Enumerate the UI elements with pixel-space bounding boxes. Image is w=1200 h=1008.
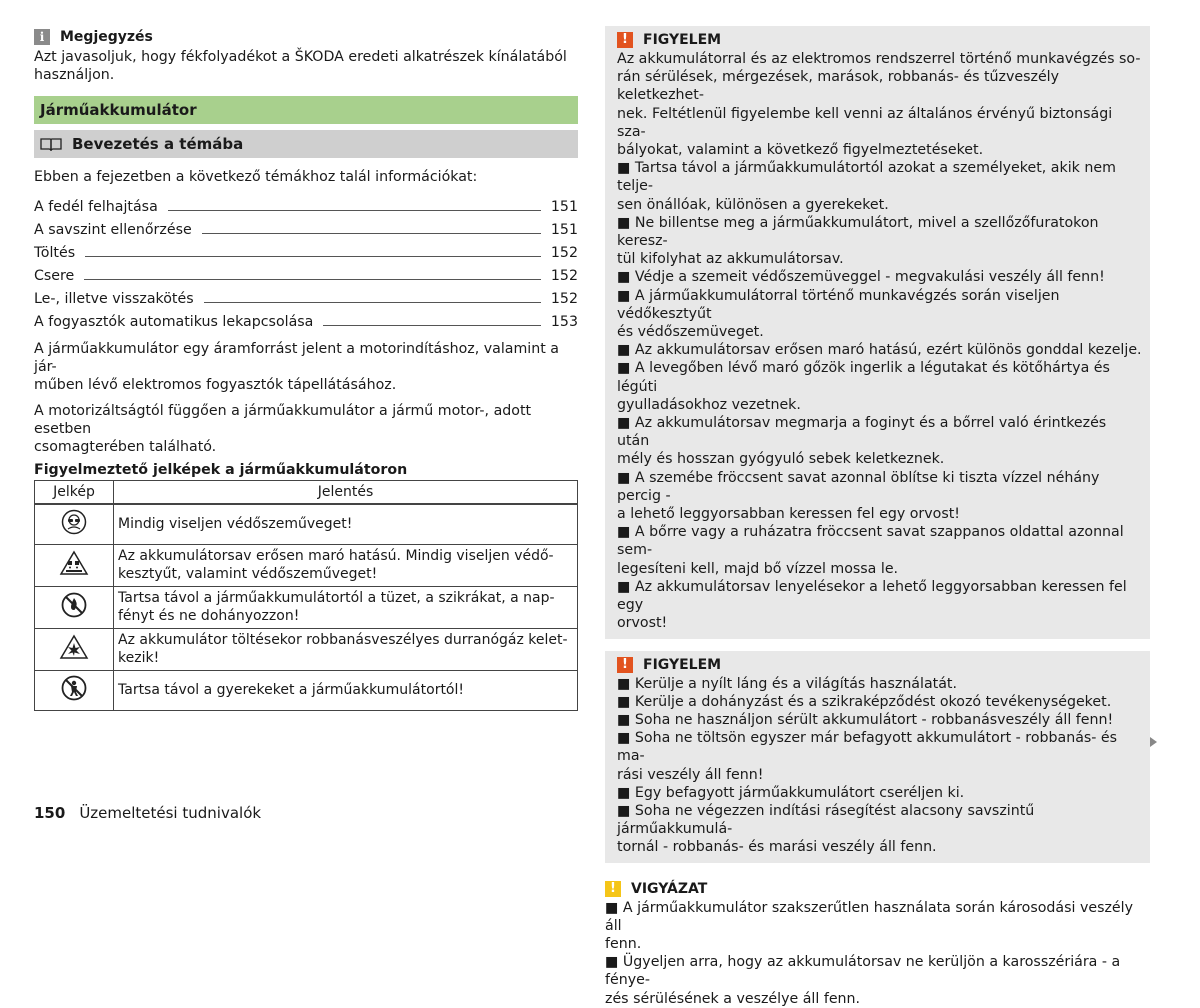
warning-line: a lehető leggyorsabban keressen fel egy orvost! [617,506,960,523]
page-footer [34,804,261,822]
caution-text [605,899,1150,1008]
note-text-line: használjon. [34,67,115,83]
note-header [34,26,578,48]
caution-line: ■ A járműakkumulátor szakszerűtlen használata során károsodási veszély áll [605,899,1133,934]
warning-line: ■ A járműakkumulátorral történő munkavégzés során viseljen védőkesztyűt [617,287,1060,322]
warning-line: ■ Az akkumulátorsav lenyelésekor a lehető leggyorsabban keressen fel egy [617,578,1127,614]
table-row [35,670,578,710]
toc-item[interactable] [34,238,578,261]
meaning-line: Mindig viseljen védőszeműveget! [118,516,353,533]
warning-box [605,26,1150,639]
warning-line: ■ Védje a szemeit védőszemüveggel - megvakulási veszély áll fenn! [617,269,1105,286]
warning-line: ■ A levegőben lévő maró gőzök ingerlik a légutakat és kötőhártya és légúti [617,360,1110,395]
paragraph-line: műben lévő elektromos fogyasztók tápellátásához. [34,377,397,393]
meaning-line: Tartsa távol a gyerekeket a járműakkumulátortól! [118,682,465,698]
table-row [35,628,578,670]
note-text-line: Azt javasoljuk, hogy fékfolyadékot a ŠKODA eredeti alkatrészek kínálatából [34,49,567,65]
toc-label: A fogyasztók automatikus lekapcsolása [34,314,314,330]
toc-item[interactable] [34,307,578,330]
warning-line: ■ Soha ne végezzen indítási rásegítést alacsony savszintű járműakkumulá- [617,802,1035,838]
warning-line: és védőszemüveget. [617,324,764,341]
caution-line: fenn. [605,935,642,952]
caution-line: zés sérülésének a veszélye áll fenn. [605,990,861,1007]
warning-line: rán sérülések, mérgezések, marások, robbanás- és tűzveszély keletkezhet- [617,69,1060,104]
paragraph-line: A motorizáltságtól függően a járműakkumulátor a jármű motor-, adott esetben [34,403,532,437]
toc-item[interactable] [34,215,578,238]
table-header-row [35,481,578,505]
warning-line: sen önállóak, különösen a gyerekeket. [617,196,889,213]
note-title: Megjegyzés [60,29,153,45]
warning-line: gyulladásokhoz vezetnek. [617,396,801,413]
warning-line: ■ Az akkumulátorsav erősen maró hatású, ezért különös gonddal kezelje. [617,342,1142,359]
eye-protection-icon [61,509,87,535]
table-title: Figyelmeztető jelképek a járműakkumulátoron [34,462,408,478]
toc-page: 151 [550,222,578,238]
toc-label: Csere [34,268,75,284]
left-column [34,26,578,711]
warning-line: ■ Az akkumulátorsav megmarja a foginyt és a bőrrel való érintkezés után [617,415,1107,450]
warning-line: orvost! [617,615,668,632]
meaning-line: fényt és ne dohányozzon! [118,608,300,624]
warning-line: legesíteni kell, majd bő vízzel mossa le. [617,560,899,577]
toc-label: Le-, illetve visszakötés [34,291,194,307]
warning-line: ■ Kerülje a nyílt láng és a világítás használatát. [617,675,957,692]
warning-line: ■ Ne billentse meg a járműakkumulátort, mivel a szellőzőfuratokon keresz- [617,214,1099,250]
toc-item[interactable] [34,261,578,284]
meaning-line: kezik! [118,650,160,666]
paragraph-line: A járműakkumulátor egy áramforrást jelent a motorindításhoz, valamint a jár- [34,341,559,375]
caution-title: VIGYÁZAT [631,880,708,897]
warning-line: tornál - robbanás- és marási veszély áll fenn. [617,839,937,856]
table-cell-icon [35,544,114,586]
toc-leader [168,210,541,211]
meaning-line: Tartsa távol a járműakkumulátortól a tüzet, a szikrákat, a nap- [118,590,555,606]
toc-page: 152 [550,268,578,284]
table-header: Jelkép [35,481,114,505]
warning-line: ■ Egy befagyott járműakkumulátort cseréljen ki. [617,784,965,801]
toc-page: 151 [550,199,578,215]
warning-line: bályokat, valamint a következő figyelmeztetéseket. [617,142,984,159]
toc-list [34,192,578,330]
table-header: Jelentés [114,481,578,505]
warning-icon: ! [617,657,633,673]
caution-icon: ! [605,881,621,897]
caution-line: ■ Ügyeljen arra, hogy az akkumulátorsav ne kerüljön a karosszériára - a fénye- [605,954,1121,989]
warning-box [605,651,1150,863]
warning-line: ■ Kerülje a dohányzást és a szikraképződést okozó tevékenységeket. [617,693,1112,710]
keep-children-away-icon [61,675,87,701]
table-row [35,544,578,586]
toc-page: 153 [550,314,578,330]
warning-header [617,655,1142,675]
book-icon [40,137,62,151]
table-cell-meaning [114,628,578,670]
toc-label: A savszint ellenőrzése [34,222,192,238]
chapter-title: Üzemeltetési tudnivalók [79,804,262,822]
warning-line: nek. Feltétlenül figyelembe kell venni az általános érvényű biztonsági sza- [617,105,1113,140]
intro-text: Ebben a fejezetben a következő témákhoz talál információkat: [34,169,478,185]
toc-leader [202,233,541,234]
explosion-icon [59,634,89,660]
toc-page: 152 [550,291,578,307]
meaning-line: kesztyűt, valamint védőszeműveget! [118,566,378,582]
table-cell-icon [35,628,114,670]
warning-title: FIGYELEM [643,656,722,673]
warning-line: tül kifolyhat az akkumulátorsav. [617,251,844,268]
warning-header [617,30,1142,50]
warning-line: rási veszély áll fenn! [617,766,764,783]
paragraph [34,340,578,394]
toc-label: A fedél felhajtása [34,199,158,215]
table-row [35,504,578,544]
table-cell-icon [35,670,114,710]
continue-arrow-icon [1150,737,1157,747]
meaning-line: Az akkumulátor töltésekor robbanásveszélyes durranógáz kelet- [118,632,568,648]
table-cell-icon [35,586,114,628]
table-cell-meaning [114,670,578,710]
info-icon: i [34,29,50,45]
paragraph-line: csomagterében található. [34,439,217,455]
toc-leader [85,256,541,257]
intro-title: Bevezetés a témába [72,135,244,153]
toc-leader [204,302,541,303]
warning-line: ■ Soha ne töltsön egyszer már befagyott akkumulátort - robbanás- és ma- [617,730,1118,765]
warning-text [617,675,1142,857]
warning-line: ■ Soha ne használjon sérült akkumulátort - robbanásveszély áll fenn! [617,711,1114,728]
caution-box [605,873,1150,1008]
warning-text [617,50,1142,633]
corrosive-icon [59,550,89,576]
toc-page: 152 [550,245,578,261]
warning-line: ■ A bőrre vagy a ruházatra fröccsent savat szappanos oldattal azonnal sem- [617,524,1124,559]
table-cell-meaning [114,586,578,628]
paragraph [34,402,578,456]
warning-title: FIGYELEM [643,32,722,48]
table-cell-meaning [114,504,578,544]
meaning-line: Az akkumulátorsav erősen maró hatású. Mindig viseljen védő- [118,548,554,564]
right-column [605,26,1150,1008]
no-fire-icon [61,592,87,618]
toc-label: Töltés [34,245,76,261]
caution-header [605,879,1150,899]
section-title: Járműakkumulátor [34,96,578,124]
table-cell-meaning [114,544,578,586]
warning-icon: ! [617,32,633,48]
toc-leader [323,325,541,326]
warning-line: ■ Tartsa távol a járműakkumulátortól azokat a személyeket, akik nem telje- [617,160,1116,195]
intro-header [34,130,578,158]
toc-item[interactable] [34,284,578,307]
symbols-table [34,480,578,711]
warning-line: Az akkumulátorral és az elektromos rendszerrel történő munkavégzés so- [617,51,1141,67]
warning-line: ■ A szemébe fröccsent savat azonnal öblítse ki tiszta vízzel néhány percig - [617,469,1100,504]
toc-leader [84,279,541,280]
warning-line: mély és hosszan gyógyuló sebek keletkeznek. [617,451,945,468]
table-cell-icon [35,504,114,544]
table-row [35,586,578,628]
toc-item[interactable] [34,192,578,215]
page-number: 150 [34,804,66,822]
